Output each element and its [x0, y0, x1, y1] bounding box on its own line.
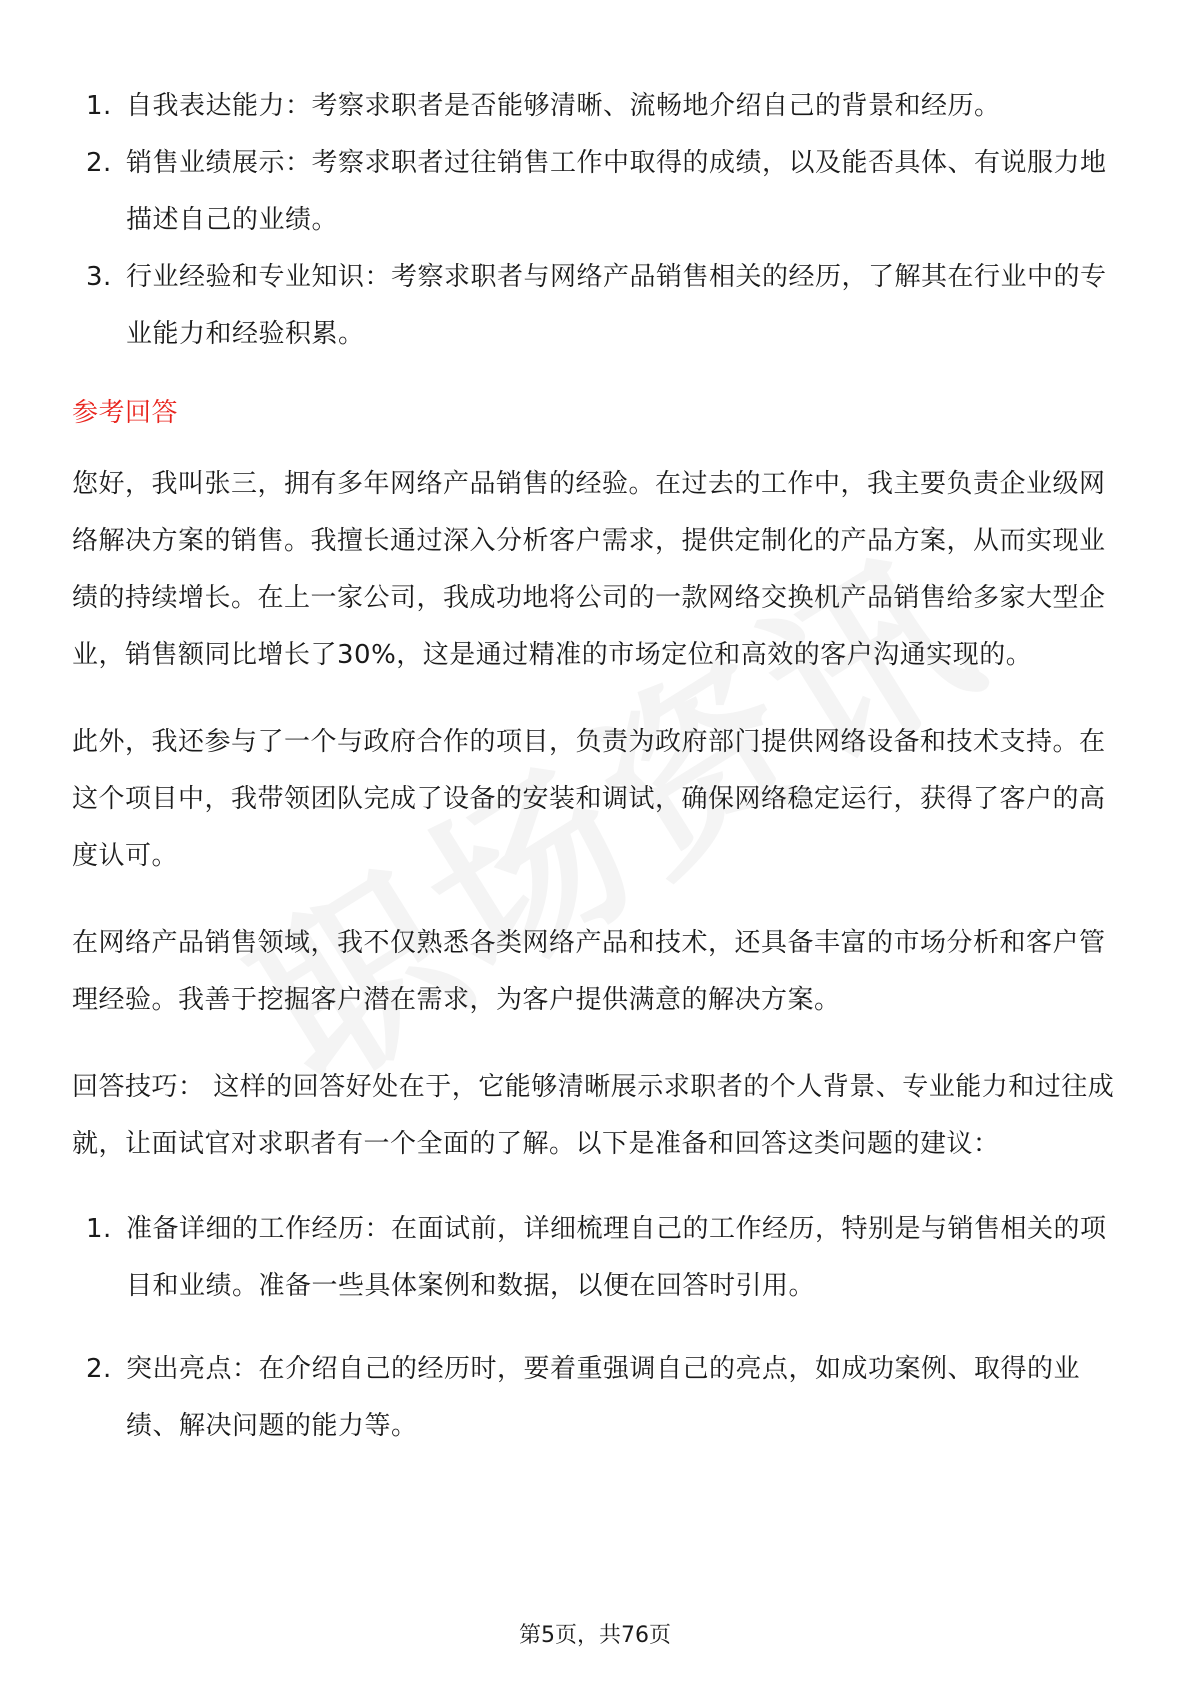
list-number: 2. [86, 1354, 112, 1384]
answer-paragraph: 在网络产品销售领域，我不仅熟悉各类网络产品和技术，还具备丰富的市场分析和客户管理经验。我善于挖掘客户潜在需求，为客户提供满意的解决方案。 [72, 928, 1106, 1015]
page-footer: 第5页，共76页 [519, 1623, 671, 1648]
list-item [72, 1341, 1118, 1455]
answer-paragraph: 您好，我叫张三，拥有多年网络产品销售的经验。在过去的工作中，我主要负责企业级网络解决方案的销售。我擅长通过深入分析客户需求，提供定制化的产品方案，从而实现业绩的持续增长。在上一家公司，我成功地将公司的一款网络交换机产品销售给多家大型企业，销售额同比增长了30%，这是通过精准的市场定位和高效的客户沟通实现的。 [72, 469, 1106, 670]
list-number: 3. [86, 262, 112, 292]
list-item [72, 135, 1118, 249]
list-text: 销售业绩展示：考察求职者过往销售工作中取得的成绩，以及能否具体、有说服力地描述自己的业绩。 [126, 148, 1107, 235]
list-item [72, 249, 1118, 363]
list-item [72, 1201, 1118, 1315]
list-number: 1. [86, 1214, 112, 1244]
tips-list [72, 1201, 1118, 1455]
list-item [72, 78, 1118, 135]
list-text: 自我表达能力：考察求职者是否能够清晰、流畅地介绍自己的背景和经历。 [126, 91, 1001, 121]
reference-answer-heading: 参考回答 [72, 398, 179, 428]
evaluation-points-list [72, 78, 1118, 363]
tips-paragraph: 回答技巧： 这样的回答好处在于，它能够清晰展示求职者的个人背景、专业能力和过往成就，让面试官对求职者有一个全面的了解。以下是准备和回答这类问题的建议： [72, 1072, 1115, 1159]
page-content [72, 78, 1118, 1481]
list-text: 突出亮点：在介绍自己的经历时，要着重强调自己的亮点，如成功案例、取得的业绩、解决问题的能力等。 [126, 1354, 1081, 1441]
list-text: 准备详细的工作经历：在面试前，详细梳理自己的工作经历，特别是与销售相关的项目和业绩。准备一些具体案例和数据，以便在回答时引用。 [126, 1214, 1107, 1301]
list-number: 2. [86, 148, 112, 178]
list-number: 1. [86, 91, 112, 121]
list-text: 行业经验和专业知识：考察求职者与网络产品销售相关的经历，了解其在行业中的专业能力和经验积累。 [126, 262, 1107, 349]
answer-paragraph: 此外，我还参与了一个与政府合作的项目，负责为政府部门提供网络设备和技术支持。在这个项目中，我带领团队完成了设备的安装和调试，确保网络稳定运行，获得了客户的高度认可。 [72, 727, 1106, 871]
